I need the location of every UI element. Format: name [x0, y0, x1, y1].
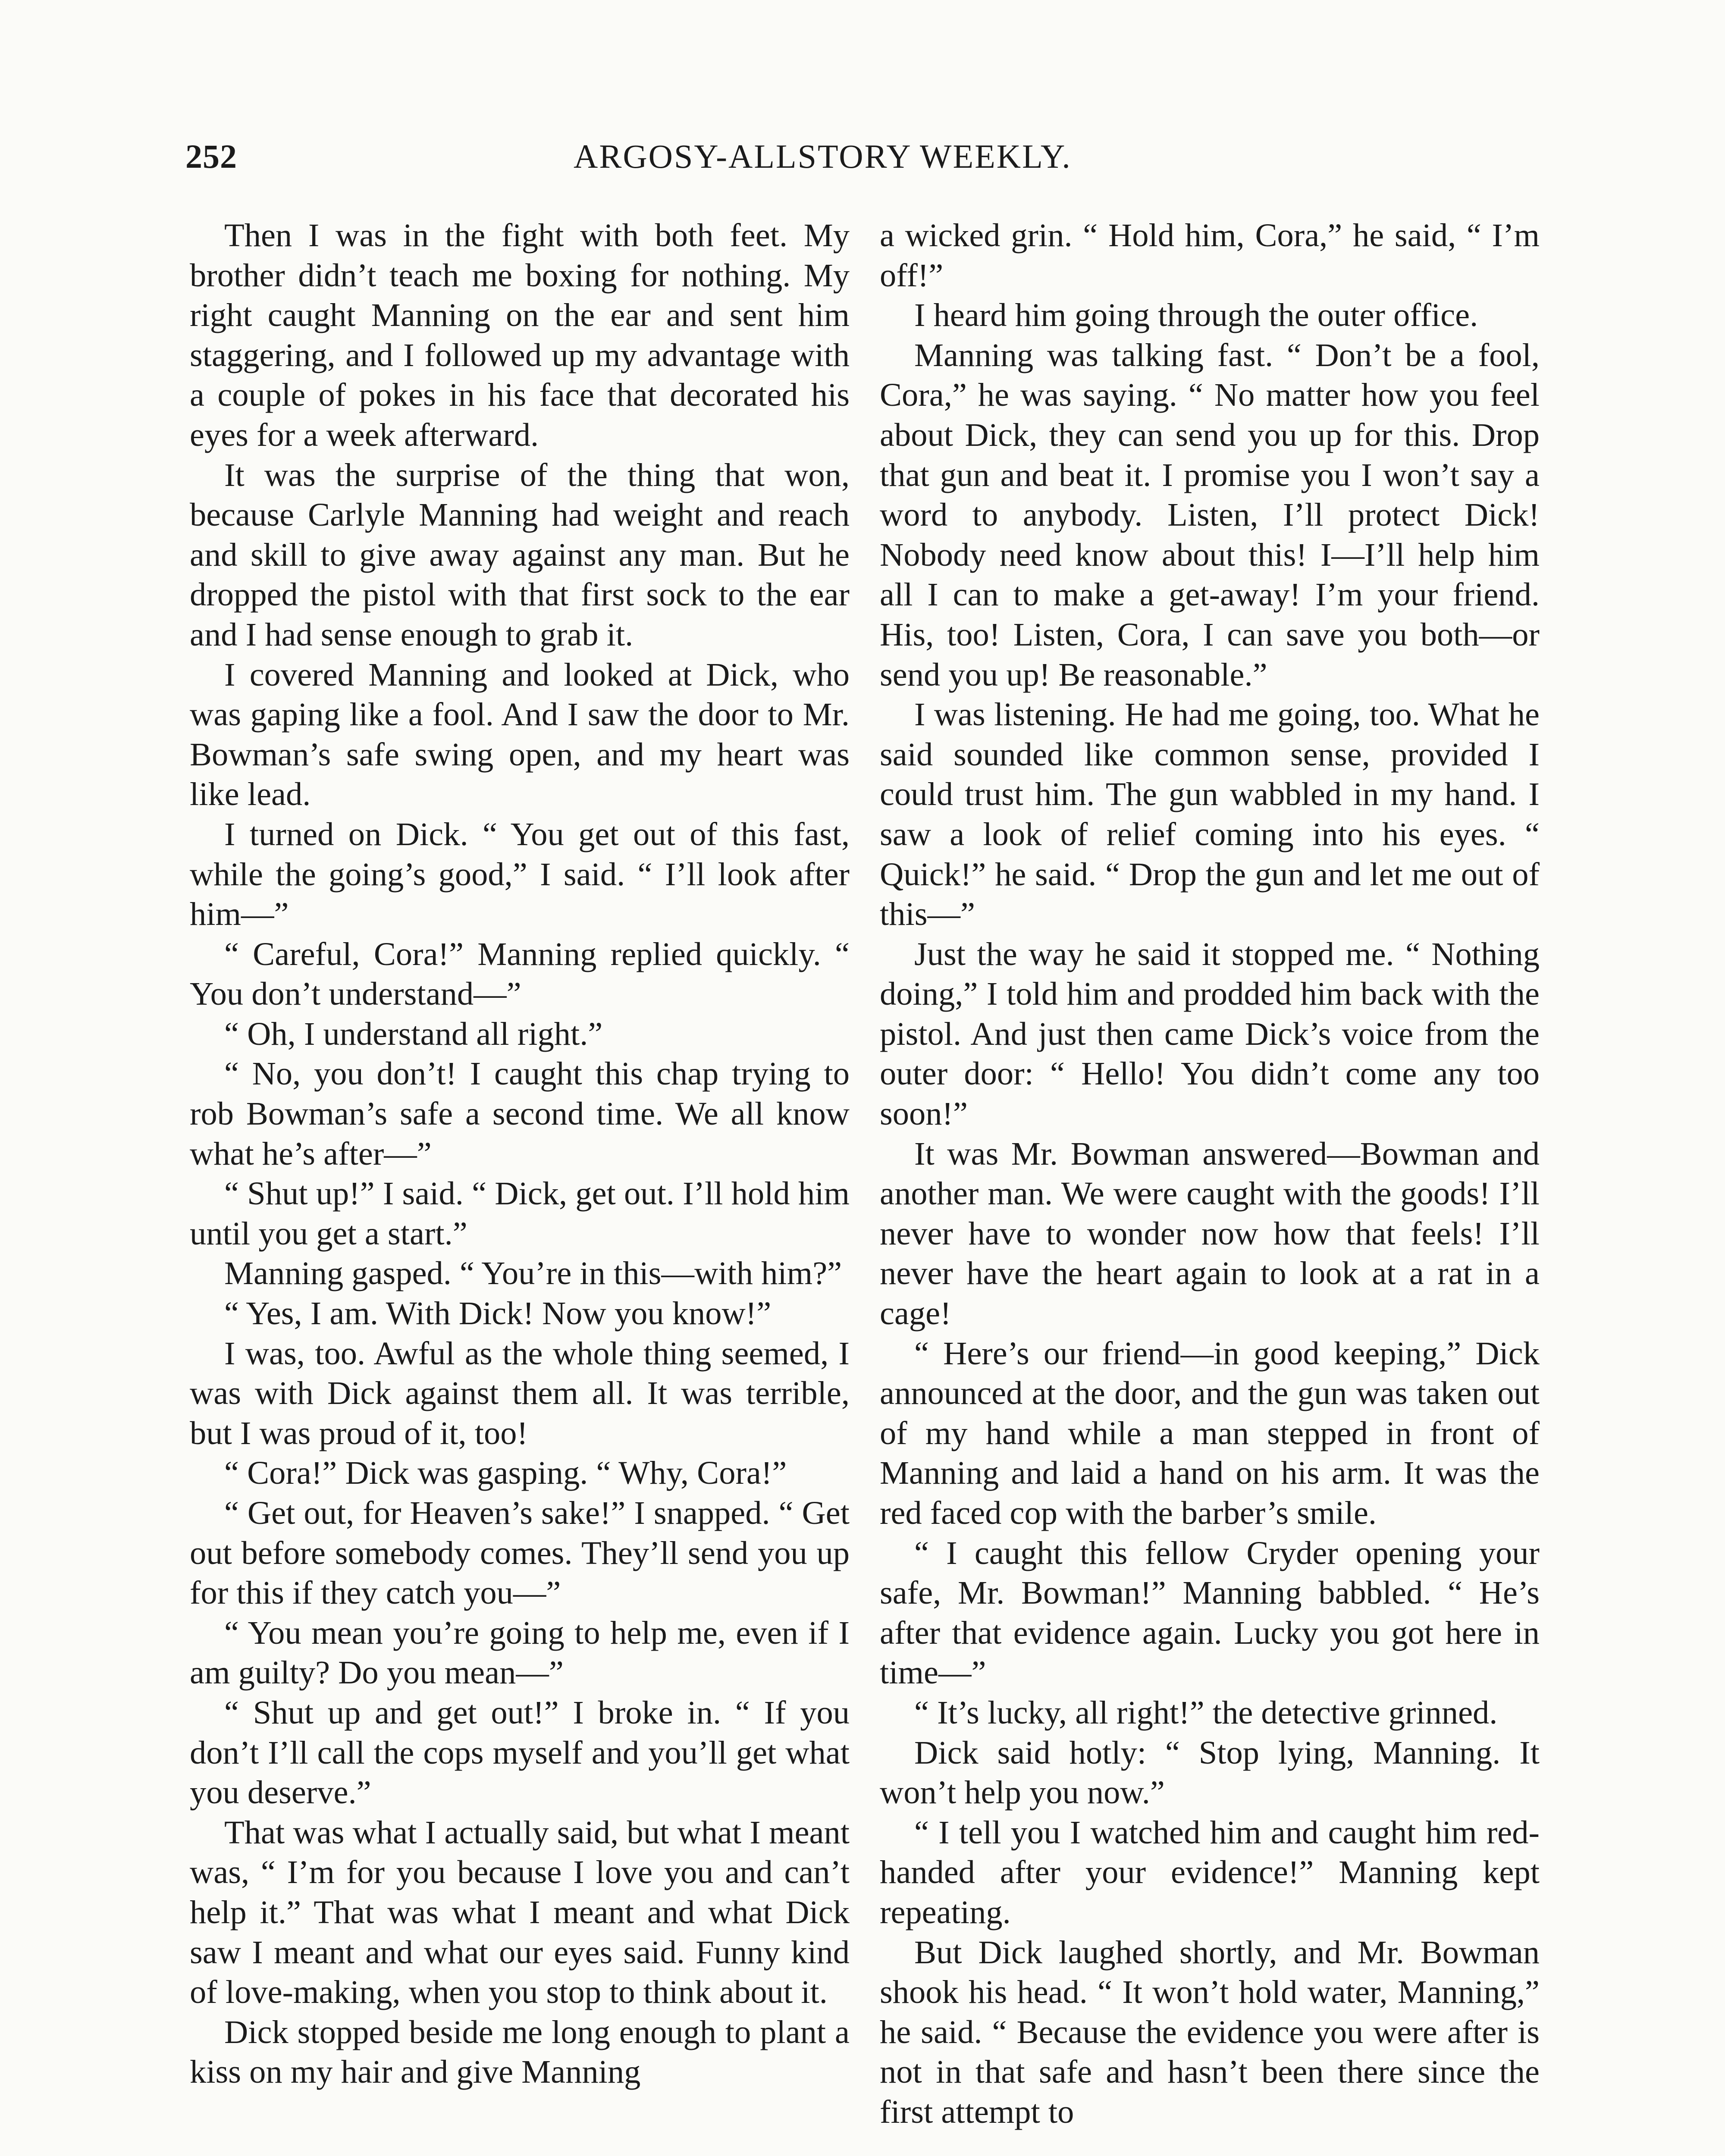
paragraph-continuation: a wicked grin. “ Hold him, Cora,” he said, “ I’m off!” [880, 217, 1540, 294]
paragraph: “ Here’s our friend—in good keeping,” Dick announced at the door, and the gun was taken out of my hand while a man stepped in front of Manning and laid a hand on his arm. It was the red faced cop with the barber’s smile. [880, 1335, 1540, 1531]
paragraph: Manning was talking fast. “ Don’t be a fool, Cora,” he was saying. “ No matter how you feel about Dick, they can send you up for this. Drop that gun and beat it. I promise you I won’t say a word to anybody. Listen, I’ll protect Dick! Nobody need know about this! I—I’ll help him all I can to make a get-away! I’m your friend. His, too! Listen, Cora, I can save you both—or send you up! Be reasonable.” [880, 336, 1540, 693]
left-column [190, 216, 850, 2092]
paragraph: “ Shut up and get out!” I broke in. “ If you don’t I’ll call the cops myself and you’ll get what you deserve.” [190, 1694, 850, 1811]
paragraph: Dick said hotly: “ Stop lying, Manning. It won’t help you now.” [880, 1734, 1540, 1811]
paragraph: It was the surprise of the thing that won, because Carlyle Manning had weight and reach and skill to give away against any man. But he dropped the pistol with that first sock to the ear and I had sense enough to grab it. [190, 456, 850, 653]
paragraph: I turned on Dick. “ You get out of this fast, while the going’s good,” I said. “ I’ll look after him—” [190, 815, 850, 933]
paragraph: Just the way he said it stopped me. “ Nothing doing,” I told him and prodded him back with the pistol. And just then came Dick’s voice from the outer door: “ Hello! You didn’t come any too soon!” [880, 935, 1540, 1132]
paragraph: I was listening. He had me going, too. What he said sounded like common sense, provided I could trust him. The gun wabbled in my hand. I saw a look of relief coming into his eyes. “ Quick!” he said. “ Drop the gun and let me out of this—” [880, 696, 1540, 933]
paragraph: I covered Manning and looked at Dick, who was gaping like a fool. And I saw the door to Mr. Bowman’s safe swing open, and my heart was like lead. [190, 656, 850, 813]
page-number: 252 [185, 138, 237, 175]
paragraph: “ Shut up!” I said. “ Dick, get out. I’ll hold him until you get a start.” [190, 1175, 850, 1252]
paragraph: “ It’s lucky, all right!” the detective grinned. [914, 1694, 1498, 1731]
paragraph: “ Oh, I understand all right.” [224, 1015, 603, 1052]
paragraph: It was Mr. Bowman answered—Bowman and another man. We were caught with the goods! I’ll never have to wonder now how that feels! I’ll never have the heart again to look at a rat in a cage! [880, 1135, 1540, 1332]
paragraph: “ You mean you’re going to help me, even if I am guilty? Do you mean—” [190, 1614, 850, 1691]
paragraph: I heard him going through the outer office. [914, 297, 1478, 334]
paragraph: “ Yes, I am. With Dick! Now you know!” [224, 1295, 772, 1332]
paragraph: Dick stopped beside me long enough to plant a kiss on my hair and give Manning [190, 2013, 850, 2090]
paragraph: But Dick laughed shortly, and Mr. Bowman shook his head. “ It won’t hold water, Manning,” he said. “ Because the evidence you were after is not in that safe and hasn’t been there since the first attempt to [880, 1934, 1540, 2130]
paragraph: “ Cora!” Dick was gasping. “ Why, Cora!” [224, 1454, 787, 1492]
right-column [880, 216, 1540, 2132]
paragraph: That was what I actually said, but what I meant was, “ I’m for you because I love you and can’t help it.” That was what I meant and what Dick saw I meant and what our eyes said. Funny kind of love-making, when you stop to think about it. [190, 1814, 850, 2011]
running-head: ARGOSY-ALLSTORY WEEKLY. [574, 138, 1072, 175]
paragraph: “ Careful, Cora!” Manning replied quickly. “ You don’t understand—” [190, 935, 850, 1012]
paragraph: “ I tell you I watched him and caught him red-handed after your evidence!” Manning kept repeating. [880, 1814, 1540, 1930]
paragraph: “ No, you don’t! I caught this chap trying to rob Bowman’s safe a second time. We all know what he’s after—” [190, 1055, 850, 1172]
paragraph: Manning gasped. “ You’re in this—with him?” [224, 1255, 842, 1292]
paragraph: “ Get out, for Heaven’s sake!” I snapped. “ Get out before somebody comes. They’ll send you up for this if they catch you—” [190, 1495, 850, 1611]
paragraph: I was, too. Awful as the whole thing seemed, I was with Dick against them all. It was terrible, but I was proud of it, too! [190, 1335, 850, 1451]
paragraph: Then I was in the fight with both feet. My brother didn’t teach me boxing for nothing. My right caught Manning on the ear and sent him staggering, and I followed up my advantage with a couple of pokes in his face that decorated his eyes for a week afterward. [190, 217, 850, 453]
paragraph: “ I caught this fellow Cryder opening your safe, Mr. Bowman!” Manning babbled. “ He’s after that evidence again. Lucky you got here in time—” [880, 1534, 1540, 1691]
